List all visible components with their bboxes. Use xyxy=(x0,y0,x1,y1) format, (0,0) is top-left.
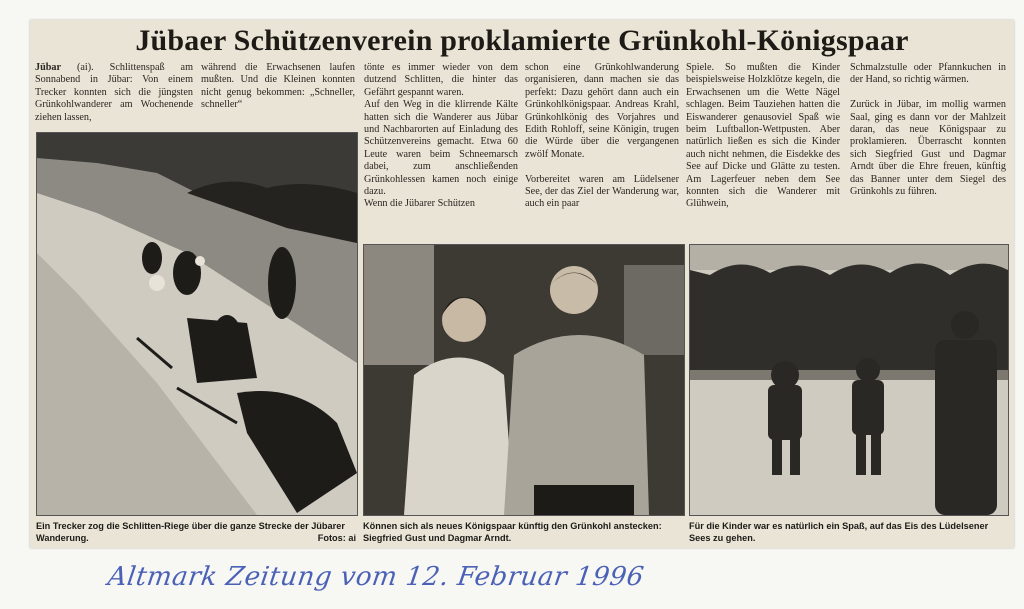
article-column-1 xyxy=(35,62,193,124)
royal-couple-image xyxy=(364,245,684,515)
photo-children-ice xyxy=(689,244,1009,516)
column-text: (ai). Schlittenspaß am Sonnabend in Jübar: Von einem Trecker konnten sich die jüngsten Grünkohlwanderer am Wochenende ziehen lassen, xyxy=(35,62,193,123)
headline: Jübaer Schützenverein proklamierte Grünkohl-Königspaar xyxy=(135,24,909,57)
caption-sledding-text: Ein Trecker zog die Schlitten-Riege über die ganze Strecke der Jübarer Wanderung. xyxy=(36,521,345,543)
dateline: Jübar xyxy=(35,62,62,73)
newspaper-clipping xyxy=(30,20,1014,548)
article-column-3: tönte es immer wieder von dem dutzend Schlitten, die hinter das Gefährt gespannt waren. Auf den Weg in die klirrende Kälte hatten sich die Wanderer aus Jübar und Nachbarorten auf Einladung des Schützenvereins gemacht. Etwa 60 Leute waren beim Schneemarsch dabei, zum anschließenden Grünkohlessen kamen noch einige dazu. Wenn die Jübarer Schützen xyxy=(364,62,518,210)
article-column-4: schon eine Grünkohlwanderung organisieren, dann machen sie das perfekt: Dazu gehört dann auch ein Grünkohlkönigspaar. Andreas Krahl, Grünkohlkönig des Vorjahres und Edith Rohloff, seine Königin, trugen die Würde über die vergangenen zwölf Monate. Vorbereitet waren am Lüdelsener See, der das Ziel der Wanderung war, auch ein paar xyxy=(525,62,679,210)
caption-children-ice: Für die Kinder war es natürlich ein Spaß, auf das Eis des Lüdelsener Sees zu gehen. xyxy=(689,521,989,543)
caption-sledding xyxy=(36,521,356,544)
children-on-ice-image xyxy=(690,245,1008,515)
photo-sledding xyxy=(36,132,358,516)
article-column-5: Spiele. So mußten die Kinder beispielsweise Holzklötze kegeln, die Erwachsenen um die Wette Nägel schlagen. Beim Tauziehen hatten die Eiswanderer genausoviel Spaß wie beim Luftballon-Wettpusten. Aber natürlich ließen es sich die Kinder auch nicht nehmen, die Eisdekke des See auf Dicke und Glätte zu testen. Am Lagerfeuer neben dem See konnten sich die Wanderer mit Glühwein, xyxy=(686,62,840,210)
photo-royal-couple xyxy=(363,244,685,516)
article-column-2: während die Erwachsenen laufen mußten. Und die Kleinen konnten nicht genug bekommen: „Schneller, schneller“ xyxy=(201,62,355,111)
caption-royal-couple: Können sich als neues Königspaar künftig den Grünkohl anstecken: Siegfried Gust und Dagmar Arndt. xyxy=(363,521,662,543)
photo-credit: Fotos: ai xyxy=(317,532,356,543)
handwritten-source-note: Altmark Zeitung vom 12. Februar 1996 xyxy=(105,562,646,592)
article-column-6: Schmalzstulle oder Pfannkuchen in der Hand, so richtig wärmen. Zurück in Jübar, im mollig warmen Saal, ging es dann vor der Mahlzeit daran, das neue Königspaar zu proklamieren. Überrascht konnten sich Siegfried Gust und Dagmar Arndt über die Ehre freuen, künftig das Banner unter dem Siegel des Grünkohls zu führen. xyxy=(850,62,1006,198)
sledding-scene-image xyxy=(37,133,357,515)
